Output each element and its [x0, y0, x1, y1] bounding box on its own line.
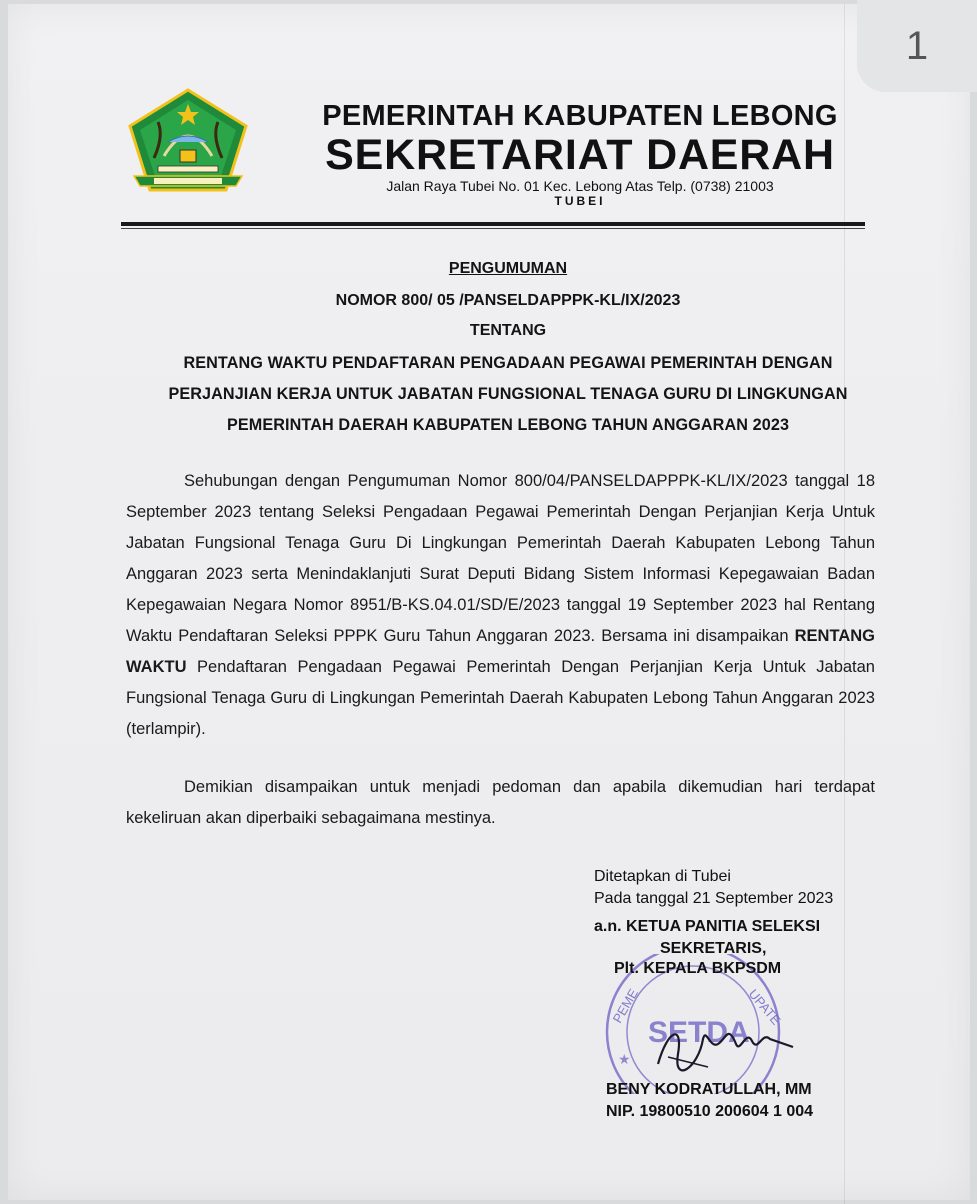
announcement-number: NOMOR 800/ 05 /PANSELDAPPPK-KL/IX/2023 [335, 292, 681, 309]
signature-place: Ditetapkan di Tubei [594, 868, 731, 885]
body-paragraph-2: Demikian disampaikan untuk menjadi pedoman dan apabila dikemudian hari terdapat kekeliruan akan diperbaiki sebagaimana mestinya. [126, 778, 875, 827]
signatory-nip: NIP. 19800510 200604 1 004 [606, 1103, 814, 1120]
letterhead-government: PEMERINTAH KABUPATEN LEBONG [322, 100, 838, 132]
paragraph-1-text-b: Pendaftaran Pengadaan Pegawai Pemerintah Dengan Perjanjian Kerja Untuk Jabatan Fungsional Tenaga Guru di Lingkungan Pemerintah Daerah Kabupaten Lebong Tahun Anggaran 2023 (terlampir). [126, 658, 875, 738]
subject-line-2: PERJANJIAN KERJA UNTUK JABATAN FUNGSIONAL TENAGA GURU DI LINGKUNGAN [168, 385, 848, 403]
paragraph-1-text-a: Sehubungan dengan Pengumuman Nomor 800/04/PANSELDAPPPK-KL/IX/2023 tanggal 18 September 2023 tentang Seleksi Pengadaan Pegawai Pemerintah Dengan Perjanjian Kerja Untuk Jabatan Fungsional Tenaga Guru Di Lingkungan Pemerintah Daerah Kabupaten Lebong Tahun Anggaran 2023 serta Menindaklanjuti Surat Deputi Bidang Sistem Informasi Kepegawaian Badan Kepegawaian Negara Nomor 8951/B-KS.04.01/SD/E/2023 tanggal 19 September 2023 hal Rentang Waktu Pendaftaran Seleksi PPPK Guru Tahun Anggaran 2023. Bersama ini disampaikan [126, 472, 875, 645]
subject-line-3: PEMERINTAH DAERAH KABUPATEN LEBONG TAHUN ANGGARAN 2023 [226, 416, 790, 434]
svg-text:★: ★ [618, 1051, 631, 1067]
signature-on-behalf: a.n. KETUA PANITIA SELEKSI [594, 918, 821, 935]
letterhead-address: Jalan Raya Tubei No. 01 Kec. Lebong Atas Telp. (0738) 21003 [386, 178, 774, 194]
svg-text:UPATE: UPATE [745, 986, 784, 1028]
svg-text:SETDA: SETDA [648, 1016, 750, 1049]
document-page [8, 4, 970, 1200]
signature-position-2: Plt. KEPALA BKPSDM [614, 960, 782, 977]
body-paragraph-1 [126, 466, 875, 745]
paragraph-1-emphasis: RENTANG WAKTU [126, 627, 875, 676]
announcement-title: PENGUMUMAN [448, 260, 568, 277]
signatory-name: BENY KODRATULLAH, MM [606, 1081, 812, 1098]
letterhead [270, 96, 890, 208]
signature-date: Pada tanggal 21 September 2023 [594, 890, 834, 907]
subject-line-1: RENTANG WAKTU PENDAFTARAN PENGADAAN PEGAWAI PEMERINTAH DENGAN [183, 354, 833, 372]
letterhead-divider-thin [121, 228, 865, 229]
page-number-badge: 1 [857, 0, 977, 92]
signature-position-1: SEKRETARIS, [660, 940, 767, 957]
announcement-about: TENTANG [469, 322, 547, 339]
letterhead-city: TUBEI [554, 194, 606, 208]
letterhead-divider-thick [121, 222, 865, 226]
kabupaten-lebong-logo-icon [124, 86, 252, 202]
letterhead-office: SEKRETARIAT DAERAH [325, 131, 835, 179]
announcement-subject [108, 348, 908, 441]
svg-text:PEME: PEME [609, 986, 642, 1026]
handwritten-signature-icon [648, 1009, 798, 1079]
